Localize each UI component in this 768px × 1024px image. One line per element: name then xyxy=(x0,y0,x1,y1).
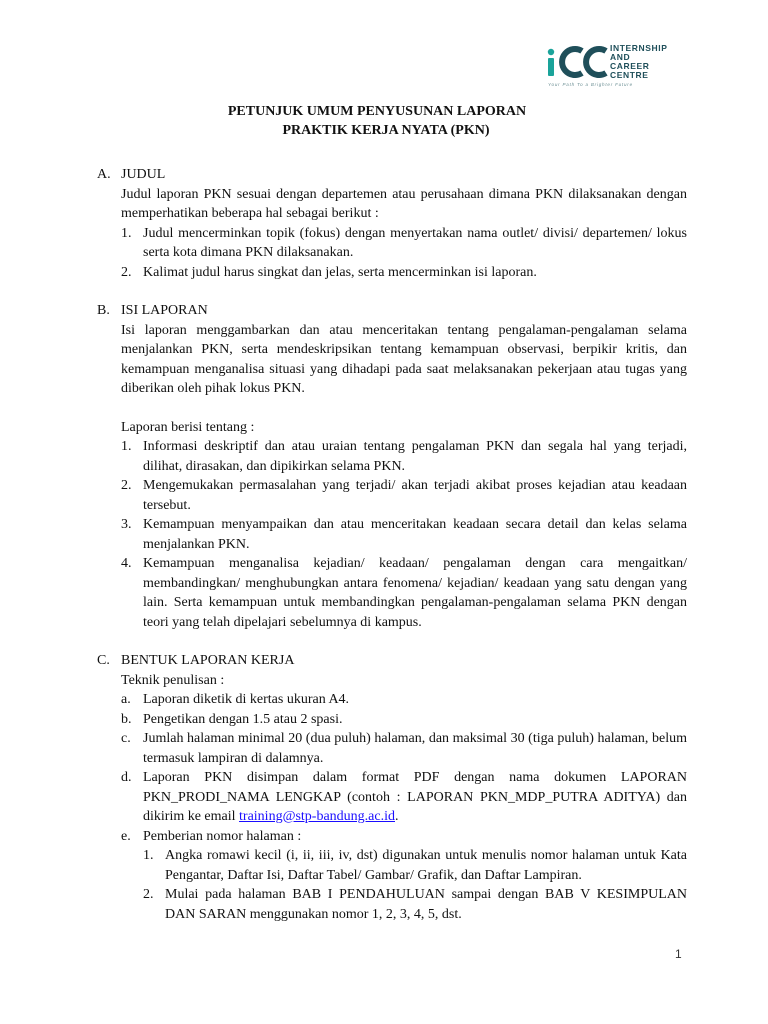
logo-line: AND xyxy=(610,52,631,62)
logo-line: CENTRE xyxy=(610,70,649,80)
list-marker: 2. xyxy=(143,887,154,902)
section-title: JUDUL xyxy=(121,167,166,182)
list-text-suffix: . xyxy=(395,809,399,824)
icc-logo-mark-icon xyxy=(546,44,608,78)
list-marker: 2. xyxy=(121,478,132,493)
list-item xyxy=(121,690,687,710)
section-judul xyxy=(97,165,687,282)
list-item xyxy=(121,827,687,847)
list-marker: 2. xyxy=(121,264,132,280)
list-item xyxy=(121,476,687,515)
list-marker: b. xyxy=(121,711,132,727)
list-item xyxy=(121,224,687,263)
list-text: Kemampuan menganalisa kejadian/ keadaan/ pengalaman dengan cara mengaitkan/ membandingkan/ menghubungkan antara fenomena/ kejadian/ keadaan yang satu dengan yang lain. Serta kemampuan untuk membandingkan pengalaman-pengalaman selama PKN dengan teori yang telah dipelajari sebelumnya di kampus. xyxy=(143,556,687,630)
section-intro: Teknik penulisan : xyxy=(121,672,225,688)
page-number: 1 xyxy=(675,947,682,961)
document-body xyxy=(97,165,687,943)
list-text: Kalimat judul harus singkat dan jelas, serta mencerminkan isi laporan. xyxy=(143,264,537,280)
list-text: Informasi deskriptif dan atau uraian tentang pengalaman PKN dan segala hal yang terjadi, dilihat, dirasakan, dan dipikirkan selama PKN. xyxy=(143,439,687,474)
logo-line: INTERNSHIP xyxy=(610,43,668,53)
section-heading xyxy=(97,165,687,185)
list-marker: e. xyxy=(121,828,131,844)
list-marker: 3. xyxy=(121,517,132,532)
list-item xyxy=(121,729,687,768)
section-intro: Isi laporan menggambarkan dan atau menceritakan tentang pengalaman-pengalaman selama menjalankan PKN, serta mendeskripsikan tentang kemampuan observasi, berpikir kritis, dan kemampuan menganalisa situasi yang dihadapi pada saat melaksanakan pekerjaan atau tugas yang diberikan oleh pihak lokus PKN. xyxy=(121,322,687,396)
email-link[interactable]: training@stp-bandung.ac.id xyxy=(239,809,395,824)
sub-list-item xyxy=(121,885,687,924)
section-heading xyxy=(97,301,687,321)
title-line-1: PETUNJUK UMUM PENYUSUNAN LAPORAN xyxy=(227,104,527,119)
list-item xyxy=(121,263,687,283)
list-text: Pengetikan dengan 1.5 atau 2 spasi. xyxy=(143,711,343,727)
list-marker: 1. xyxy=(121,439,132,454)
logo-tagline: Your Path To a Brighter Future xyxy=(548,82,633,87)
list-item xyxy=(121,515,687,554)
list-marker: d. xyxy=(121,770,132,785)
list-text: Mulai pada halaman BAB I PENDAHULUAN sampai dengan BAB V KESIMPULAN DAN SARAN menggunakan nomor 1, 2, 3, 4, 5, dst. xyxy=(165,887,687,922)
section-title: ISI LAPORAN xyxy=(121,303,208,318)
list-text: Pemberian nomor halaman : xyxy=(143,828,302,844)
logo-wordmark xyxy=(610,44,667,80)
list-text: Kemampuan menyampaikan dan atau menceritakan keadaan secara detail dan kelas selama menjalankan PKN. xyxy=(143,517,687,552)
sub-list-item xyxy=(121,846,687,885)
list-item xyxy=(121,710,687,730)
list-text-body: Laporan PKN disimpan dalam format PDF dengan nama dokumen LAPORAN PKN_PRODI_NAMA LENGKAP (contoh : LAPORAN PKN_MDP_PUTRA ADITYA) dan dikirim ke email xyxy=(143,770,687,824)
list-text xyxy=(143,768,687,827)
list-marker: 1. xyxy=(121,225,132,241)
list-marker: c. xyxy=(121,731,131,746)
list-text: Judul mencerminkan topik (fokus) dengan menyertakan nama outlet/ divisi/ departemen/ lokus serta kota dimana PKN dilaksanakan. xyxy=(143,225,687,260)
section-title: BENTUK LAPORAN KERJA xyxy=(121,653,295,668)
document-title xyxy=(100,102,660,140)
list-text: Jumlah halaman minimal 20 (dua puluh) halaman, dan maksimal 30 (tiga puluh) halaman, belum termasuk lampiran di dalamnya. xyxy=(143,731,687,766)
list-intro: Laporan berisi tentang : xyxy=(121,419,255,435)
list-item xyxy=(121,554,687,632)
section-bentuk-laporan xyxy=(97,651,687,924)
list-marker: a. xyxy=(121,692,131,707)
list-text: Mengemukakan permasalahan yang terjadi/ akan terjadi akibat proses kejadian atau keadaan tersebut. xyxy=(143,478,687,513)
section-intro: Judul laporan PKN sesuai dengan departemen atau perusahaan dimana PKN dilaksanakan dengan memperhatikan beberapa hal sebagai berikut : xyxy=(121,186,687,221)
title-line-2: PRAKTIK KERJA NYATA (PKN) xyxy=(282,123,490,138)
logo-line: CAREER xyxy=(610,61,650,71)
section-letter: A. xyxy=(97,167,111,182)
section-heading xyxy=(97,651,687,671)
section-letter: B. xyxy=(97,303,110,318)
list-text: Angka romawi kecil (i, ii, iii, iv, dst) digunakan untuk menulis nomor halaman untuk Kata Pengantar, Daftar Isi, Daftar Tabel/ Gambar/ Grafik, dan Daftar Lampiran. xyxy=(165,848,687,883)
list-marker: 1. xyxy=(143,848,154,863)
icc-logo xyxy=(546,44,676,92)
list-text: Laporan diketik di kertas ukuran A4. xyxy=(143,692,350,707)
section-isi-laporan xyxy=(97,301,687,632)
list-item xyxy=(121,768,687,827)
list-item xyxy=(121,437,687,476)
list-marker: 4. xyxy=(121,556,132,571)
section-letter: C. xyxy=(97,653,110,668)
